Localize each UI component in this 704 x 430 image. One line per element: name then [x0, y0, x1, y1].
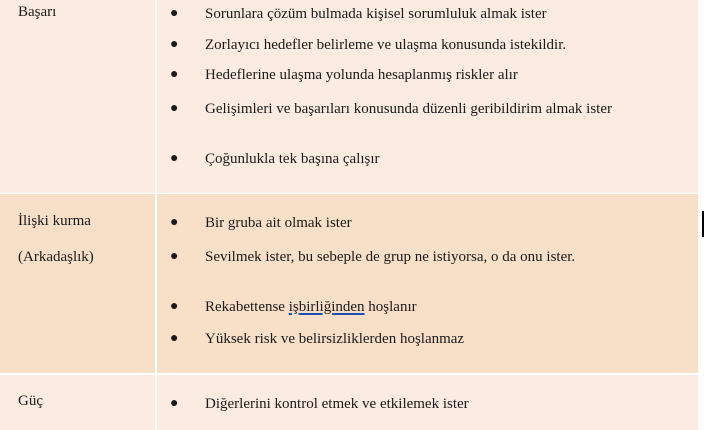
row-content-cell: [157, 0, 698, 193]
list-item-text: Sevilmek ister, bu sebeple de grup ne istiyorsa, o da onu ister.: [205, 249, 576, 265]
list-item-text: [205, 298, 655, 317]
row-content-cell: [157, 375, 698, 430]
bullet-icon: ●: [170, 6, 179, 21]
bullet-icon: ●: [170, 37, 179, 52]
row-label-cell: [0, 375, 157, 430]
text-before: Rekabettense: [205, 299, 289, 315]
bullet-icon: ●: [170, 101, 179, 116]
list-item-text: Bir gruba ait olmak ister: [205, 215, 352, 231]
list-item-text: Zorlayıcı hedefler belirleme ve ulaşma konusunda istekildir.: [205, 37, 567, 53]
table-row-iliski-kurma: [0, 194, 698, 373]
list-item-text: Diğerlerini kontrol etmek ve etkilemek ister: [205, 396, 469, 412]
row-content-cell: [157, 194, 698, 373]
bullet-icon: ●: [170, 299, 179, 314]
list-item-text: Yüksek risk ve belirsizliklerden hoşlanmaz: [205, 331, 465, 347]
text-after: hoşlanır: [364, 299, 417, 315]
row-label-secondary: (Arkadaşlık): [18, 249, 94, 265]
bullet-icon: ●: [170, 215, 179, 230]
bullet-icon: ●: [170, 396, 179, 411]
bullet-icon: ●: [170, 249, 179, 264]
row-label: Güç: [18, 393, 43, 409]
row-label-cell: [0, 0, 157, 193]
list-item-text: Gelişimleri ve başarıları konusunda düzenli geribildirim almak ister: [205, 101, 612, 117]
bullet-icon: ●: [170, 331, 179, 346]
row-label: Başarı: [18, 4, 57, 20]
underlined-word: işbirliğinden: [288, 299, 365, 315]
table-row-basari: [0, 0, 698, 193]
bullet-icon: ●: [170, 67, 179, 82]
list-item-text: Çoğunlukla tek başına çalışır: [205, 151, 380, 167]
list-item-text: Hedeflerine ulaşma yolunda hesaplanmış riskler alır: [205, 67, 518, 83]
table-row-guc: [0, 375, 698, 430]
list-item-text: Sorunlara çözüm bulmada kişisel sorumluluk almak ister: [205, 6, 547, 22]
row-label-cell: [0, 194, 157, 373]
row-label: İlişki kurma: [18, 213, 91, 229]
bullet-icon: ●: [170, 151, 179, 166]
